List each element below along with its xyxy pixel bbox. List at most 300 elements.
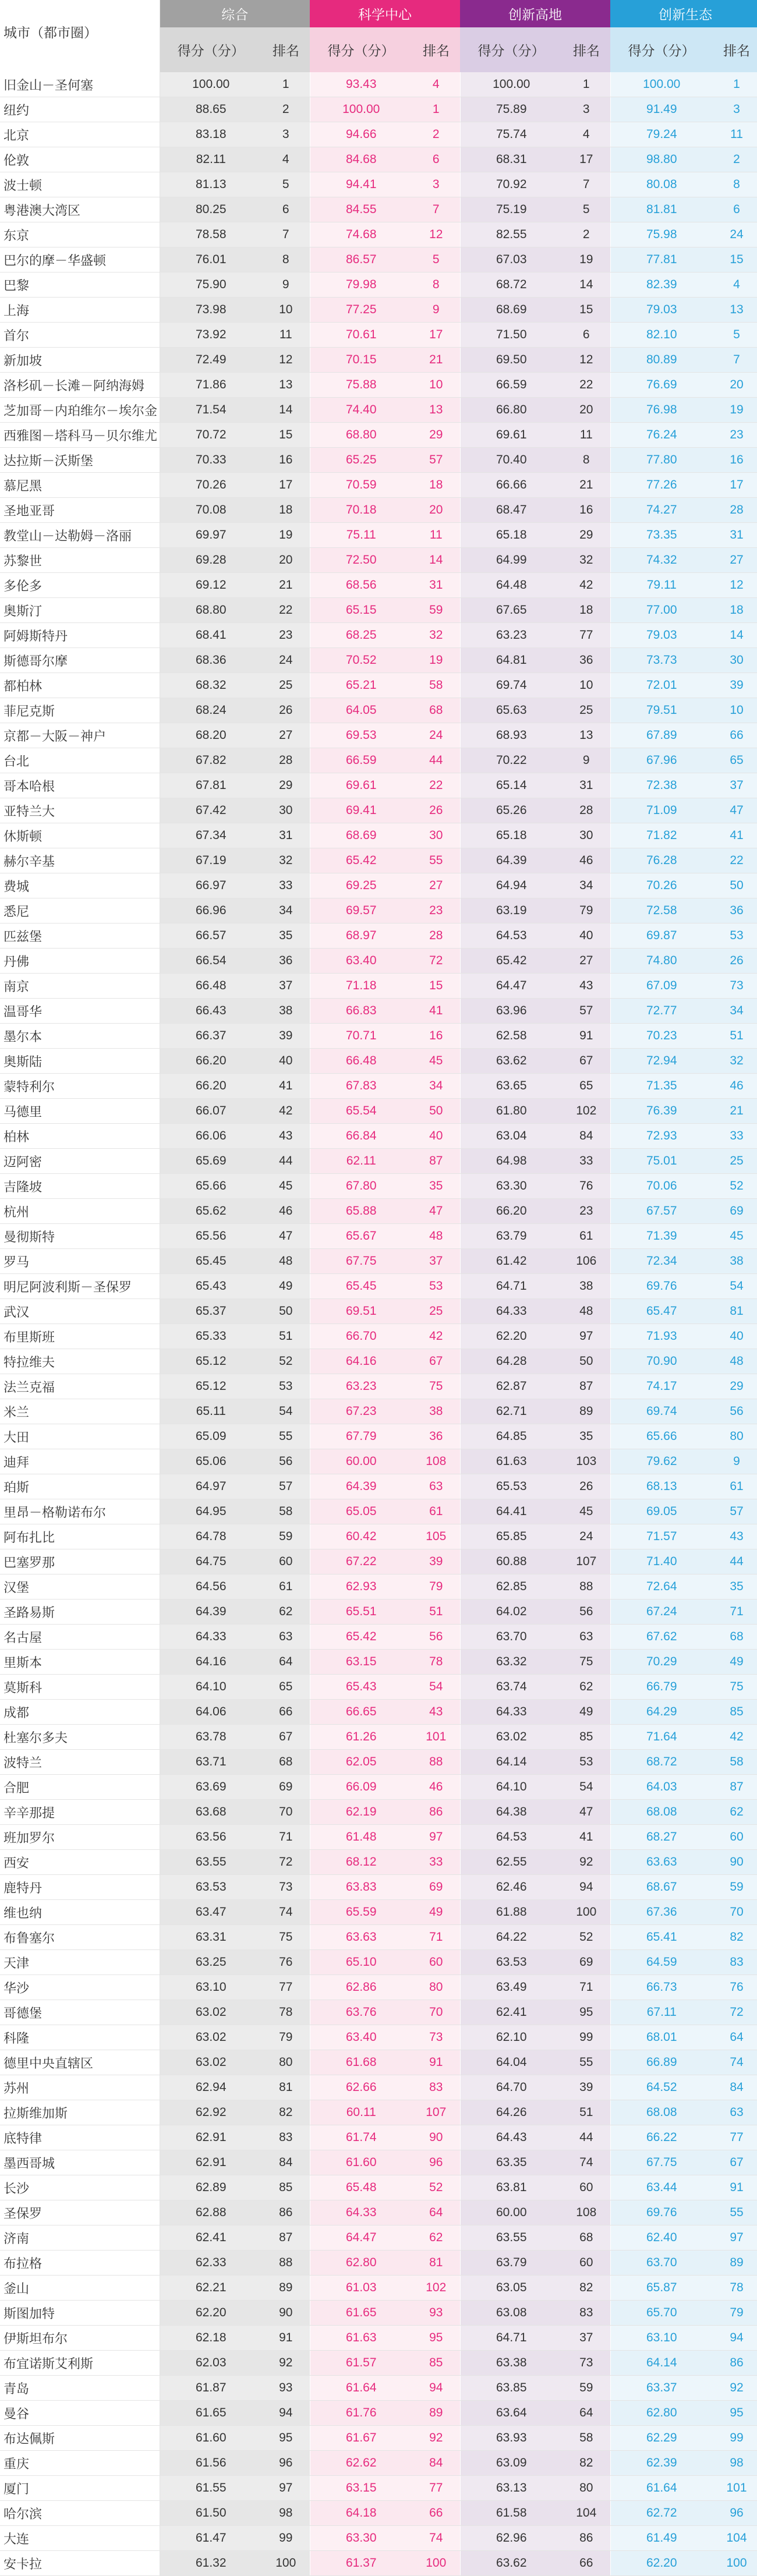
overall-rank-cell: 20	[262, 548, 310, 573]
highland-rank-cell: 56	[563, 1600, 610, 1625]
ecosystem-rank-cell: 73	[713, 974, 757, 999]
science-score-cell: 68.25	[310, 623, 412, 648]
highland-score-cell: 64.14	[460, 1750, 563, 1775]
highland-score-cell: 82.55	[460, 222, 563, 247]
overall-score-cell: 69.97	[160, 523, 262, 548]
table-row	[0, 1124, 757, 1149]
highland-score-cell: 75.19	[460, 197, 563, 222]
highland-rank-cell: 47	[563, 1800, 610, 1825]
overall-score-cell: 76.01	[160, 247, 262, 273]
overall-rank-cell: 15	[262, 423, 310, 448]
city-name-cell: 杜塞尔多夫	[0, 1725, 160, 1750]
overall-rank-cell: 4	[262, 147, 310, 172]
science-score-cell: 66.70	[310, 1324, 412, 1349]
overall-score-cell: 67.82	[160, 748, 262, 773]
overall-rank-cell: 22	[262, 598, 310, 623]
highland-rank-cell: 5	[563, 197, 610, 222]
science-score-cell: 67.22	[310, 1549, 412, 1574]
ecosystem-rank-cell: 57	[713, 1499, 757, 1524]
highland-score-cell: 63.96	[460, 999, 563, 1024]
table-row	[0, 348, 757, 373]
science-score-cell: 67.75	[310, 1249, 412, 1274]
science-rank-cell: 51	[412, 1600, 460, 1625]
city-name-cell: 华沙	[0, 1975, 160, 2000]
table-row	[0, 1174, 757, 1199]
city-name-cell: 天津	[0, 1950, 160, 1975]
ecosystem-score-cell: 65.41	[610, 1925, 713, 1950]
table-row	[0, 2251, 757, 2276]
overall-score-cell: 62.94	[160, 2075, 262, 2100]
highland-rank-cell: 6	[563, 323, 610, 348]
highland-score-cell: 65.18	[460, 823, 563, 848]
science-score-cell: 66.84	[310, 1124, 412, 1149]
overall-rank-cell: 87	[262, 2225, 310, 2251]
overall-rank-cell: 60	[262, 1549, 310, 1574]
ecosystem-rank-cell: 35	[713, 1574, 757, 1600]
highland-score-cell: 63.79	[460, 2251, 563, 2276]
highland-rank-cell: 77	[563, 623, 610, 648]
ecosystem-rank-cell: 63	[713, 2100, 757, 2125]
science-score-cell: 62.86	[310, 1975, 412, 2000]
city-name-cell: 圣地亚哥	[0, 498, 160, 523]
highland-rank-cell: 3	[563, 97, 610, 122]
overall-score-cell: 68.32	[160, 673, 262, 698]
science-score-cell: 65.88	[310, 1199, 412, 1224]
ecosystem-rank-cell: 48	[713, 1349, 757, 1374]
city-name-cell: 济南	[0, 2225, 160, 2251]
table-row	[0, 1099, 757, 1124]
ecosystem-rank-cell: 10	[713, 698, 757, 723]
city-name-cell: 悉尼	[0, 898, 160, 923]
highland-score-cell: 63.93	[460, 2426, 563, 2451]
highland-rank-cell: 58	[563, 2426, 610, 2451]
overall-score-cell: 62.91	[160, 2125, 262, 2150]
ecosystem-rank-cell: 92	[713, 2376, 757, 2401]
ecosystem-rank-cell: 27	[713, 548, 757, 573]
science-rank-cell: 85	[412, 2351, 460, 2376]
highland-score-cell: 75.74	[460, 122, 563, 147]
science-rank-cell: 95	[412, 2326, 460, 2351]
ecosystem-score-cell: 61.64	[610, 2476, 713, 2501]
highland-score-cell: 63.53	[460, 1950, 563, 1975]
science-score-cell: 63.30	[310, 2526, 412, 2551]
science-rank-cell: 75	[412, 1374, 460, 1399]
ecosystem-rank-cell: 79	[713, 2301, 757, 2326]
ecosystem-rank-cell: 64	[713, 2025, 757, 2050]
ecosystem-score-cell: 67.09	[610, 974, 713, 999]
overall-score-cell: 62.41	[160, 2225, 262, 2251]
overall-rank-cell: 45	[262, 1174, 310, 1199]
highland-score-cell: 67.65	[460, 598, 563, 623]
table-row	[0, 2100, 757, 2125]
table-row	[0, 2075, 757, 2100]
city-name-cell: 明尼阿波利斯－圣保罗	[0, 1274, 160, 1299]
city-name-cell: 合肥	[0, 1775, 160, 1800]
table-row	[0, 2351, 757, 2376]
overall-rank-cell: 31	[262, 823, 310, 848]
overall-score-cell: 65.12	[160, 1374, 262, 1399]
science-rank-cell: 20	[412, 498, 460, 523]
overall-score-cell: 72.49	[160, 348, 262, 373]
ecosystem-rank-cell: 72	[713, 2000, 757, 2025]
city-name-cell: 蒙特利尔	[0, 1074, 160, 1099]
highland-score-cell: 64.39	[460, 848, 563, 873]
ecosystem-score-cell: 77.00	[610, 598, 713, 623]
ecosystem-score-cell: 67.11	[610, 2000, 713, 2025]
highland-score-cell: 63.32	[460, 1650, 563, 1675]
highland-score-cell: 63.49	[460, 1975, 563, 2000]
ecosystem-score-cell: 79.03	[610, 298, 713, 323]
overall-score-cell: 66.20	[160, 1049, 262, 1074]
highland-score-cell: 64.85	[460, 1424, 563, 1449]
ecosystem-rank-cell: 9	[713, 1449, 757, 1474]
overall-rank-cell: 33	[262, 873, 310, 898]
table-row	[0, 623, 757, 648]
table-row	[0, 72, 757, 97]
ecosystem-rank-cell: 55	[713, 2200, 757, 2225]
ecosystem-score-cell: 69.05	[610, 1499, 713, 1524]
ecosystem-score-cell: 72.64	[610, 1574, 713, 1600]
overall-rank-cell: 32	[262, 848, 310, 873]
city-name-cell: 巴尔的摩－华盛顿	[0, 247, 160, 273]
ecosystem-rank-cell: 2	[713, 147, 757, 172]
ecosystem-rank-cell: 13	[713, 298, 757, 323]
table-row	[0, 748, 757, 773]
overall-rank-cell: 28	[262, 748, 310, 773]
ecosystem-rank-cell: 17	[713, 473, 757, 498]
table-row	[0, 122, 757, 147]
science-score-cell: 84.68	[310, 147, 412, 172]
ecosystem-score-cell: 64.59	[610, 1950, 713, 1975]
science-rank-cell: 21	[412, 348, 460, 373]
ecosystem-score-cell: 65.47	[610, 1299, 713, 1324]
ecosystem-rank-cell: 94	[713, 2326, 757, 2351]
science-score-cell: 61.67	[310, 2426, 412, 2451]
ecosystem-rank-cell: 42	[713, 1725, 757, 1750]
overall-score-cell: 65.11	[160, 1399, 262, 1424]
highland-score-cell: 63.62	[460, 2551, 563, 2576]
table-row	[0, 222, 757, 247]
overall-rank-cell: 5	[262, 172, 310, 197]
city-name-cell: 丹佛	[0, 949, 160, 974]
city-name-cell: 苏黎世	[0, 548, 160, 573]
overall-score-cell: 63.55	[160, 1850, 262, 1875]
highland-score-cell: 65.26	[460, 798, 563, 823]
overall-score-cell: 66.57	[160, 923, 262, 949]
science-score-cell: 61.03	[310, 2276, 412, 2301]
science-score-cell: 65.51	[310, 1600, 412, 1625]
science-rank-cell: 17	[412, 323, 460, 348]
overall-score-cell: 63.71	[160, 1750, 262, 1775]
table-row	[0, 1499, 757, 1524]
city-name-cell: 达拉斯－沃斯堡	[0, 448, 160, 473]
science-rank-cell: 29	[412, 423, 460, 448]
ecosystem-rank-cell: 101	[713, 2476, 757, 2501]
highland-rank-cell: 67	[563, 1049, 610, 1074]
table-row	[0, 1800, 757, 1825]
ecosystem-score-cell: 61.49	[610, 2526, 713, 2551]
science-rank-cell: 66	[412, 2501, 460, 2526]
overall-score-cell: 61.65	[160, 2401, 262, 2426]
overall-rank-cell: 29	[262, 773, 310, 798]
science-rank-cell: 4	[412, 72, 460, 97]
ecosystem-score-cell: 79.03	[610, 623, 713, 648]
science-rank-cell: 40	[412, 1124, 460, 1149]
ecosystem-rank-cell: 67	[713, 2150, 757, 2175]
ecosystem-rank-cell: 6	[713, 197, 757, 222]
overall-rank-cell: 43	[262, 1124, 310, 1149]
overall-rank-cell: 98	[262, 2501, 310, 2526]
ecosystem-score-cell: 62.20	[610, 2551, 713, 2576]
overall-score-cell: 64.75	[160, 1549, 262, 1574]
highland-score-cell: 63.35	[460, 2150, 563, 2175]
highland-score-cell: 64.53	[460, 923, 563, 949]
ecosystem-score-cell: 72.34	[610, 1249, 713, 1274]
table-row	[0, 172, 757, 197]
science-score-cell: 64.16	[310, 1349, 412, 1374]
science-rank-cell: 18	[412, 473, 460, 498]
science-score-cell: 70.71	[310, 1024, 412, 1049]
science-rank-cell: 45	[412, 1049, 460, 1074]
city-name-cell: 哈尔滨	[0, 2501, 160, 2526]
highland-rank-cell: 42	[563, 573, 610, 598]
city-name-cell: 特拉维夫	[0, 1349, 160, 1374]
ecosystem-score-cell: 68.01	[610, 2025, 713, 2050]
science-score-cell: 70.59	[310, 473, 412, 498]
highland-rank-cell: 22	[563, 373, 610, 398]
science-rank-cell: 13	[412, 398, 460, 423]
science-score-cell: 69.61	[310, 773, 412, 798]
highland-score-cell: 63.30	[460, 1174, 563, 1199]
overall-rank-cell: 96	[262, 2451, 310, 2476]
highland-score-cell: 71.50	[460, 323, 563, 348]
ecosystem-score-cell: 76.28	[610, 848, 713, 873]
ecosystem-score-cell: 62.72	[610, 2501, 713, 2526]
highland-score-cell: 70.40	[460, 448, 563, 473]
city-name-cell: 班加罗尔	[0, 1825, 160, 1850]
city-name-cell: 德里中央直辖区	[0, 2050, 160, 2075]
science-rank-cell: 6	[412, 147, 460, 172]
highland-score-cell: 64.41	[460, 1499, 563, 1524]
overall-rank-cell: 10	[262, 298, 310, 323]
ecosystem-score-cell: 73.35	[610, 523, 713, 548]
ecosystem-score-cell: 72.77	[610, 999, 713, 1024]
highland-rank-cell: 74	[563, 2150, 610, 2175]
ecosystem-rank-cell: 95	[713, 2401, 757, 2426]
science-rank-cell: 87	[412, 1149, 460, 1174]
table-row	[0, 1775, 757, 1800]
overall-rank-cell: 61	[262, 1574, 310, 1600]
science-rank-cell: 83	[412, 2075, 460, 2100]
overall-score-cell: 70.72	[160, 423, 262, 448]
science-score-cell: 62.05	[310, 1750, 412, 1775]
city-name-cell: 洛杉矶－长滩－阿纳海姆	[0, 373, 160, 398]
science-score-cell: 66.59	[310, 748, 412, 773]
science-score-cell: 79.98	[310, 273, 412, 298]
table-row	[0, 1875, 757, 1900]
city-name-cell: 休斯顿	[0, 823, 160, 848]
ecosystem-score-cell: 98.80	[610, 147, 713, 172]
science-rank-cell: 92	[412, 2426, 460, 2451]
table-row	[0, 1675, 757, 1700]
science-score-cell: 63.76	[310, 2000, 412, 2025]
ecosystem-rank-cell: 46	[713, 1074, 757, 1099]
ecosystem-score-cell: 77.81	[610, 247, 713, 273]
science-score-cell: 94.41	[310, 172, 412, 197]
ecosystem-rank-cell: 22	[713, 848, 757, 873]
table-row	[0, 247, 757, 273]
science-score-cell: 61.76	[310, 2401, 412, 2426]
highland-rank-cell: 9	[563, 748, 610, 773]
city-name-cell: 匹兹堡	[0, 923, 160, 949]
ecosystem-rank-cell: 12	[713, 573, 757, 598]
highland-score-cell: 62.96	[460, 2526, 563, 2551]
overall-rank-cell: 88	[262, 2251, 310, 2276]
ecosystem-score-cell: 64.03	[610, 1775, 713, 1800]
highland-rank-cell: 41	[563, 1825, 610, 1850]
highland-score-cell: 64.71	[460, 2326, 563, 2351]
highland-score-cell: 63.79	[460, 1224, 563, 1249]
ecosystem-score-cell: 71.64	[610, 1725, 713, 1750]
ecosystem-rank-cell: 37	[713, 773, 757, 798]
highland-rank-cell: 30	[563, 823, 610, 848]
science-rank-cell: 69	[412, 1875, 460, 1900]
overall-score-cell: 68.20	[160, 723, 262, 748]
table-row	[0, 1274, 757, 1299]
city-name-cell: 都柏林	[0, 673, 160, 698]
overall-score-cell: 67.42	[160, 798, 262, 823]
science-score-cell: 75.88	[310, 373, 412, 398]
table-row	[0, 2225, 757, 2251]
table-row	[0, 1650, 757, 1675]
science-rank-cell: 2	[412, 122, 460, 147]
overall-rank-cell: 99	[262, 2526, 310, 2551]
science-rank-cell: 107	[412, 2100, 460, 2125]
highland-score-cell: 62.58	[460, 1024, 563, 1049]
table-row	[0, 1049, 757, 1074]
highland-score-cell: 65.18	[460, 523, 563, 548]
highland-score-cell: 68.47	[460, 498, 563, 523]
city-name-cell: 里昂－格勒诺布尔	[0, 1499, 160, 1524]
overall-score-cell: 71.54	[160, 398, 262, 423]
highland-rank-cell: 43	[563, 974, 610, 999]
ecosystem-rank-cell: 90	[713, 1850, 757, 1875]
city-name-cell: 斯德哥尔摩	[0, 648, 160, 673]
city-name-cell: 厦门	[0, 2476, 160, 2501]
city-name-cell: 科隆	[0, 2025, 160, 2050]
table-row	[0, 1975, 757, 2000]
overall-rank-cell: 57	[262, 1474, 310, 1499]
ecosystem-score-cell: 80.08	[610, 172, 713, 197]
rank-header: 排名	[262, 27, 310, 72]
science-rank-cell: 50	[412, 1099, 460, 1124]
city-name-cell: 多伦多	[0, 573, 160, 598]
ecosystem-rank-cell: 62	[713, 1800, 757, 1825]
ecosystem-score-cell: 75.01	[610, 1149, 713, 1174]
science-rank-cell: 53	[412, 1274, 460, 1299]
ecosystem-rank-cell: 5	[713, 323, 757, 348]
highland-rank-cell: 82	[563, 2276, 610, 2301]
overall-rank-cell: 72	[262, 1850, 310, 1875]
table-row	[0, 373, 757, 398]
city-name-cell: 西安	[0, 1850, 160, 1875]
ecosystem-rank-cell: 41	[713, 823, 757, 848]
ecosystem-rank-cell: 54	[713, 1274, 757, 1299]
science-score-cell: 63.63	[310, 1925, 412, 1950]
highland-score-cell: 68.31	[460, 147, 563, 172]
city-name-cell: 伦敦	[0, 147, 160, 172]
science-rank-cell: 34	[412, 1074, 460, 1099]
city-name-cell: 墨尔本	[0, 1024, 160, 1049]
table-row	[0, 298, 757, 323]
score-header: 得分（分）	[160, 27, 262, 72]
science-rank-cell: 22	[412, 773, 460, 798]
overall-rank-cell: 12	[262, 348, 310, 373]
highland-score-cell: 63.81	[460, 2175, 563, 2200]
ecosystem-rank-cell: 19	[713, 398, 757, 423]
science-score-cell: 62.93	[310, 1574, 412, 1600]
overall-score-cell: 66.48	[160, 974, 262, 999]
highland-score-cell: 63.05	[460, 2276, 563, 2301]
table-row	[0, 2326, 757, 2351]
science-rank-cell: 41	[412, 999, 460, 1024]
science-score-cell: 62.19	[310, 1800, 412, 1825]
highland-rank-cell: 31	[563, 773, 610, 798]
highland-rank-cell: 14	[563, 273, 610, 298]
overall-rank-cell: 17	[262, 473, 310, 498]
overall-score-cell: 67.19	[160, 848, 262, 873]
ecosystem-score-cell: 62.39	[610, 2451, 713, 2476]
overall-score-cell: 66.43	[160, 999, 262, 1024]
ecosystem-score-cell: 81.81	[610, 197, 713, 222]
ecosystem-score-cell: 71.35	[610, 1074, 713, 1099]
highland-score-cell: 70.92	[460, 172, 563, 197]
ecosystem-rank-cell: 33	[713, 1124, 757, 1149]
science-rank-cell: 79	[412, 1574, 460, 1600]
ecosystem-score-cell: 70.90	[610, 1349, 713, 1374]
highland-rank-cell: 62	[563, 1675, 610, 1700]
table-row	[0, 848, 757, 873]
overall-rank-cell: 76	[262, 1950, 310, 1975]
overall-rank-cell: 23	[262, 623, 310, 648]
science-rank-cell: 7	[412, 197, 460, 222]
city-name-cell: 赫尔辛基	[0, 848, 160, 873]
city-name-cell: 布达佩斯	[0, 2426, 160, 2451]
ecosystem-score-cell: 64.29	[610, 1700, 713, 1725]
highland-rank-cell: 59	[563, 2376, 610, 2401]
city-name-cell: 杭州	[0, 1199, 160, 1224]
highland-score-cell: 63.70	[460, 1625, 563, 1650]
highland-score-cell: 64.98	[460, 1149, 563, 1174]
highland-rank-cell: 4	[563, 122, 610, 147]
ecosystem-score-cell: 63.10	[610, 2326, 713, 2351]
city-name-cell: 罗马	[0, 1249, 160, 1274]
ecosystem-rank-cell: 49	[713, 1650, 757, 1675]
overall-rank-cell: 58	[262, 1499, 310, 1524]
highland-rank-cell: 66	[563, 2551, 610, 2576]
overall-score-cell: 65.06	[160, 1449, 262, 1474]
highland-rank-cell: 99	[563, 2025, 610, 2050]
city-name-cell: 武汉	[0, 1299, 160, 1324]
science-score-cell: 69.57	[310, 898, 412, 923]
overall-score-cell: 61.56	[160, 2451, 262, 2476]
science-score-cell: 62.11	[310, 1149, 412, 1174]
science-rank-cell: 1	[412, 97, 460, 122]
science-rank-cell: 31	[412, 573, 460, 598]
science-rank-cell: 59	[412, 598, 460, 623]
table-row	[0, 698, 757, 723]
city-name-cell: 重庆	[0, 2451, 160, 2476]
